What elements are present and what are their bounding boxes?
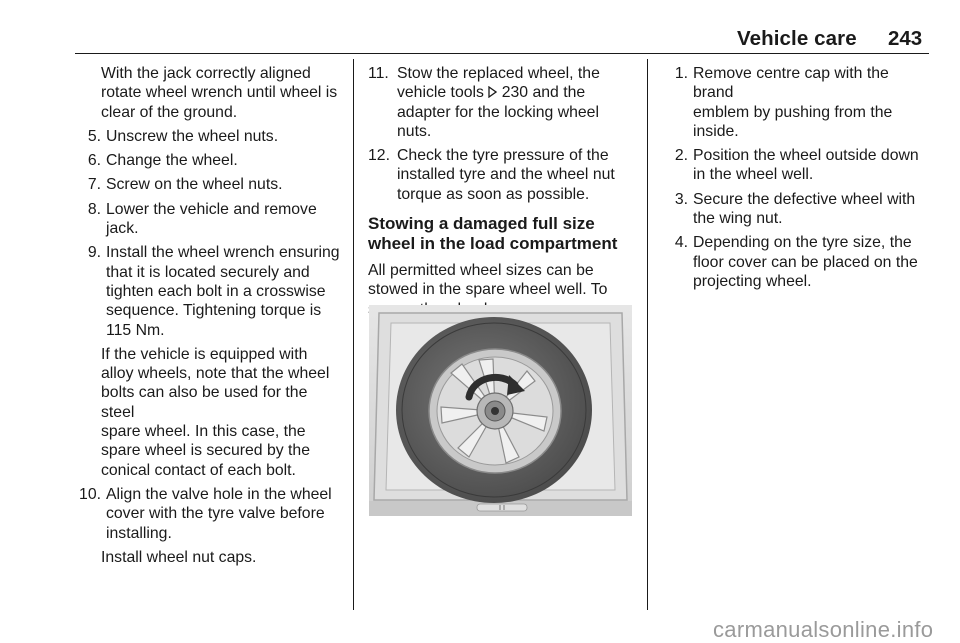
step-9-note: If the vehicle is equipped with alloy wheels, note that the wheel bolts can also be used for the steel spare wheel. In this case, the spare wheel is secured by the conical contact of each bolt. (101, 345, 330, 479)
list-item-step-2 (663, 146, 931, 185)
step-text: Remove centre cap with the brand emblem by pushing from the inside. (693, 65, 893, 140)
intro-paragraph: With the jack correctly aligned rotate wheel wrench until wheel is clear of the ground. (101, 65, 338, 121)
step-text: Check the tyre pressure of the installed tyre and the wheel nut torque as soon as possible. (397, 147, 615, 203)
step-number: 11. (368, 65, 389, 82)
list-item-step-11 (368, 64, 636, 141)
list-item-step-12 (368, 146, 636, 204)
column-left (72, 64, 344, 572)
step-number: 4. (674, 234, 688, 252)
section-heading: Stowing a damaged full size wheel in the load compartment (368, 214, 618, 254)
column-right (663, 64, 931, 296)
step-text: Depending on the tyre size, the floor cover can be placed on the projecting wheel. (693, 234, 918, 290)
step-number: 3. (674, 190, 688, 208)
list-item-step-3 (663, 190, 931, 229)
section-intro: All permitted wheel sizes can be stowed in the spare wheel well. To (368, 262, 608, 299)
step-number: 1. (674, 65, 688, 82)
step-text: Install the wheel wrench ensuring that it is located securely and tighten each bolt in a crosswise sequence. Tightening torque is 115 Nm. (106, 244, 340, 339)
step-number: 12. (368, 147, 390, 165)
step-text: Change the wheel. (106, 152, 238, 170)
step-text: Lower the vehicle and remove jack. (106, 200, 317, 238)
column-middle (368, 64, 636, 324)
watermark-text: carmanualsonline.info (713, 617, 934, 642)
step-text: Align the valve hole in the wheel cover with the tyre valve before installing. (106, 485, 332, 542)
column-divider-2 (647, 59, 648, 610)
list-item-step-9 (72, 243, 344, 339)
step-text: Secure the defective wheel with the wing nut. (693, 190, 916, 228)
step-11-text-a: Stow the replaced wheel, the vehicle tools (397, 65, 600, 102)
list-item-step-7 (72, 175, 344, 194)
spare-wheel-well-illustration (369, 305, 632, 516)
arrow-reference-icon (488, 86, 497, 98)
page-reference-link[interactable]: 230 (501, 84, 529, 102)
step-10-note: Install wheel nut caps. (101, 548, 257, 566)
list-item-step-10 (72, 485, 344, 543)
step-number: 8. (87, 200, 101, 218)
step-text: Unscrew the wheel nuts. (106, 127, 279, 145)
list-item-step-4 (663, 233, 931, 291)
list-item-step-1 (663, 64, 931, 141)
step-text (397, 64, 636, 141)
step-text: Position the wheel outside down in the wheel well. (693, 147, 919, 184)
header-divider (75, 53, 929, 54)
step-11-text-b: and the adapter for the locking wheel nuts. (397, 84, 599, 140)
step-number: 9. (87, 244, 101, 262)
step-number: 7. (87, 176, 101, 194)
step-number: 10. (79, 485, 101, 503)
step-number: 6. (87, 152, 101, 170)
spare-wheel-illustration-icon (369, 305, 632, 516)
list-item-step-8 (72, 200, 344, 239)
step-number: 2. (674, 147, 688, 165)
list-item-step-5 (72, 127, 344, 146)
list-item-step-6 (72, 151, 344, 170)
page-number: 243 (888, 27, 923, 50)
step-number: 5. (87, 127, 101, 145)
section-title: Vehicle care (737, 27, 857, 50)
step-text: Screw on the wheel nuts. (106, 176, 283, 194)
column-divider-1 (353, 59, 354, 610)
